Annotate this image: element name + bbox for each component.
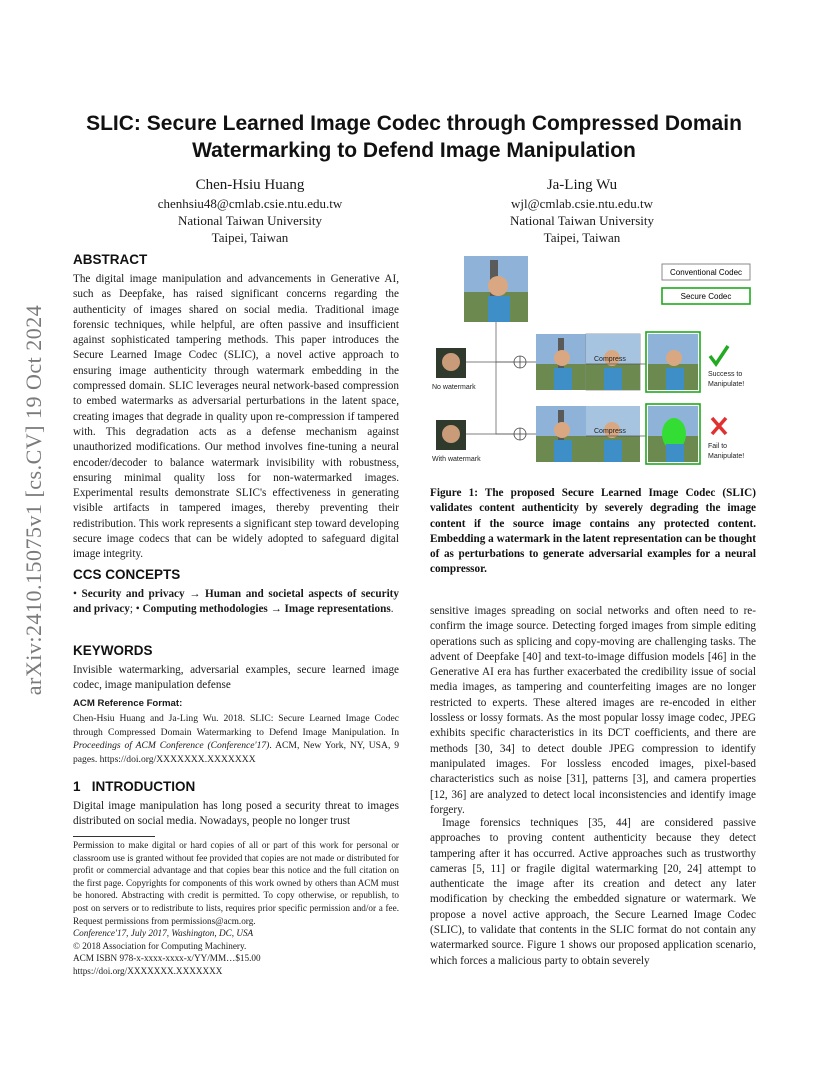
fail-label-line1: Fail to [708,443,728,450]
ccs-bullet: • [73,588,82,600]
arxiv-identifier: arXiv:2410.15075v1 [cs.CV] 19 Oct 2024 [21,304,46,696]
compress-label-top: Compress [594,356,626,363]
author-name: Ja-Ling Wu [546,177,618,193]
result-image-1 [648,334,698,390]
face-no-watermark [436,348,466,378]
composited-image-1 [536,334,586,390]
ccs-item-1-sub: Human and societal aspects of security and privacy [73,588,399,616]
ccs-item-2-sub: Image representations [284,603,391,616]
ccs-heading: CCS CONCEPTS [73,567,181,582]
acm-ref-venue: Proceedings of ACM Conference (Conference'17) [73,740,270,752]
source-image [464,256,528,322]
acm-reference-text [73,712,399,766]
success-label-line2: Manipulate! [708,381,745,388]
intro-paragraph-left: Digital image manipulation has long posed a security threat to images distributed on social media. Nowadays, people no longer trust [73,800,399,828]
success-label-line1: Success to [708,371,743,378]
intro-heading [73,779,399,794]
author-affiliation: National Taiwan University [510,213,654,228]
acm-ref-part: . ACM, New York, NY, USA, 9 pages. https://doi.org/XXXXXXX.XXXXXXX [73,740,400,765]
ccs-item-2: Computing methodologies [142,603,268,616]
paper-title: SLIC: Secure Learned Image Codec through Compressed Domain Watermarking to Defend Image Manipulation [86,112,742,162]
intro-paragraph-right-2: Image forensics techniques [35, 44] are considered passive approaches to proving content authenticity because they detect tampering after it has occurred. Active approaches such as trustworthy cameras [5, 11] or fragile digital watermarking [20, 24] attempt to authenticate the image after its creation and detect any later modification by checking the embedded signature or watermark. We propose a novel active approach, the Secure Learned Image Codec (SLIC), to validate that contents in the SLIC format do not contain any watermarked source. Figure 1 shows our proposed application scenario, which forces a malicious party to obtain severely [430,817,756,967]
legend-secure-label: Secure Codec [680,292,732,301]
author-email: chenhsiu48@cmlab.csie.ntu.edu.tw [157,196,343,211]
compress-label-bottom: Compress [594,428,626,435]
author-block-2 [452,175,712,246]
ccs-arrow: → [267,603,285,616]
ccs-end: . [390,603,394,616]
copyright-footnote [73,839,399,978]
author-email: wjl@cmlab.csie.ntu.edu.tw [511,196,653,211]
permission-notice: Permission to make digital or hard copies of all or part of this work for personal or classroom use is granted without fee provided that copies are not made or distributed for profit or commercial advantage and that copies bear this notice and the full citation on the first page. Copyrights for components of this work owned by others than ACM must be honored. Abstracting with credit is permitted. To copy otherwise, or republish, to post on servers or to redistribute to lists, requires prior specific permission and/or a fee. Request permissions from permissions@acm.org. [73,840,399,926]
legend-conventional-label: Conventional Codec [669,268,743,277]
acm-ref-part: Chen-Hsiu Huang and Ja-Ling Wu. 2018. SLIC: Secure Learned Image Codec through Compressed Domain Watermarking to Defend Image Manipulation. In [73,713,399,738]
result-image-2-degraded [648,406,698,462]
author-location: Taipei, Taiwan [543,230,621,245]
ccs-item-1: Security and privacy [81,588,185,600]
intro-paragraph-right-1: sensitive images spreading on social networks and often need to re-confirm the image source. Detecting forged images from simple editing operations such as splicing and copy-moving are challenging tasks. The advent of Deepfake [40] and text-to-image diffusion models [46] in the Generative AI era has further exacerbated the credibility issue of social media images, as tampering and counterfeiting images are no longer restricted to experts. These altered images are re-encoded in either lossless or lossy formats. As the most popular lossy image codec, JPEG exhibits specific characteristics in its DCT coefficients, and there are methods [30, 34] to detect double JPEG compression to identify manipulated images. For lossless encoded images, pixel-based characteristics such as noise [31], patterns [3], and camera properties [12, 36] are analyzed to detect local inconsistencies and identify image forgery. [430,605,756,816]
keywords-heading: KEYWORDS [73,643,153,658]
conference-line: Conference'17, July 2017, Washington, DC, USA [73,928,254,939]
ccs-concepts [73,587,399,618]
abstract-heading: ABSTRACT [73,252,148,267]
section-number: 1 [73,779,81,794]
copyright-line: © 2018 Association for Computing Machinery. [73,940,247,951]
no-watermark-label: No watermark [432,384,476,391]
face-with-watermark [436,420,466,450]
ccs-separator: ; • [129,603,143,616]
figure-1-caption: Figure 1: The proposed Secure Learned Image Codec (SLIC) validates content authenticity by severely degrading the image content if the source image contains any protected content. Embedding a watermark in the latent representation can be thought of as perturbations to generate adversarial examples for a neural compressor. [430,487,756,576]
arxiv-sidebar [8,240,60,760]
isbn-line: ACM ISBN 978-x-xxxx-xxxx-x/YY/MM…$15.00 [73,953,261,964]
figure-1-diagram [428,252,758,474]
abstract-text: The digital image manipulation and advancements in Generative AI, such as Deepfake, has raised significant concerns regarding the authenticity of images shared on social media. Traditional image forensic techniques, while helpful, are often passive and insufficient against sophisticated tampering methods. This paper introduces the Secure Learned Image Codec (SLIC), a novel active approach to ensuring image authenticity through watermark embedding in the compressed domain. SLIC leverages neural network-based compression to embed watermarks as adversarial perturbations in the latent space, creating images that degrade in quality upon re-compression if tampered with. This degradation acts as a defense mechanism against unauthorized modifications. Our method involves fine-tuning a neural encoder/decoder to balance watermark invisibility with robustness, ensuring minimal quality loss for non-watermarked images. Experimental results demonstrate SLIC's effectiveness in generating visible artifacts in tampered images, thereby preventing their redistribution. This work represents a significant step toward developing secure image codecs that can be widely adopted to safeguard digital image integrity. [73,273,399,561]
author-name: Chen-Hsiu Huang [195,177,305,193]
acm-reference-heading: ACM Reference Format: [73,698,183,709]
author-block-1 [120,175,380,246]
composited-image-2 [536,406,586,462]
fail-label-line2: Manipulate! [708,453,745,460]
doi-line: https://doi.org/XXXXXXX.XXXXXXX [73,965,223,976]
section-title: INTRODUCTION [91,779,196,794]
check-icon [710,346,728,364]
footnote-rule [73,836,155,837]
ccs-arrow: → [184,588,206,600]
keywords-text: Invisible watermarking, adversarial examples, secure learned image codec, image manipulation defense [73,664,399,692]
cross-icon [712,418,726,434]
with-watermark-label: With watermark [432,456,481,463]
author-location: Taipei, Taiwan [211,230,289,245]
author-affiliation: National Taiwan University [178,213,322,228]
